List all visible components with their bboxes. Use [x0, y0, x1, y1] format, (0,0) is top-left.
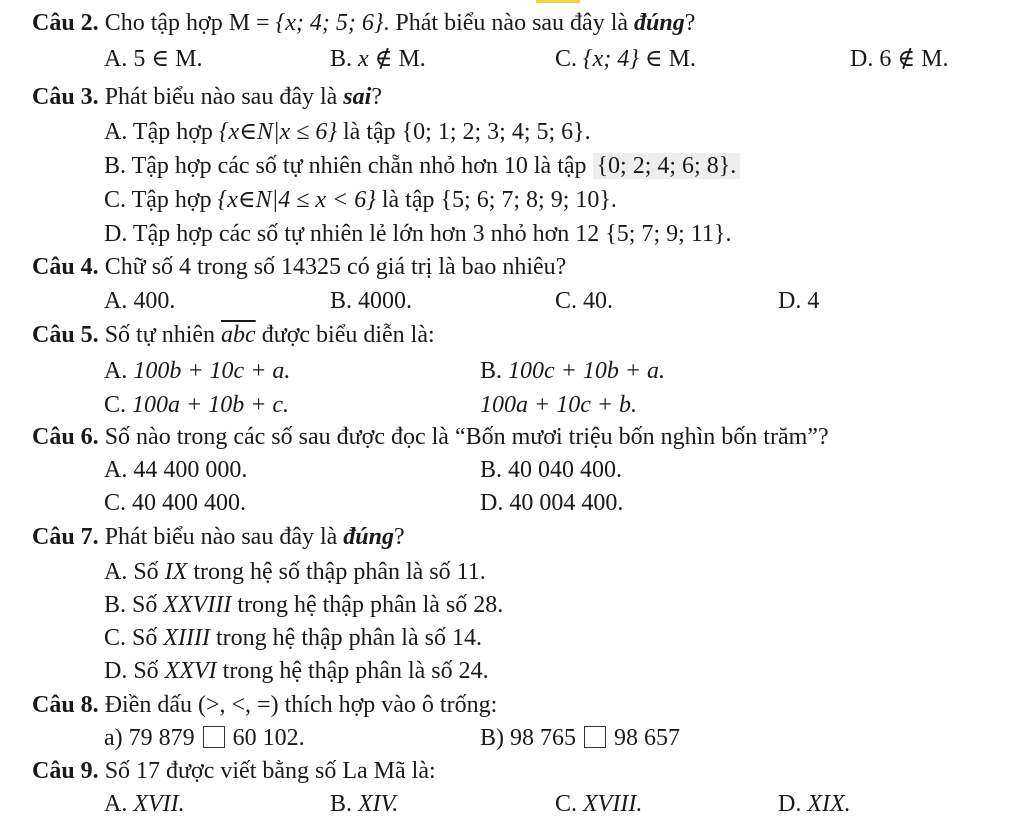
q8-a-left: a) 79 879	[104, 725, 195, 751]
q7-b-rest: trong hệ thập phân là số 28.	[231, 592, 504, 618]
q3-a-label: A.	[104, 119, 128, 145]
q8-text: Điền dấu (>, <, =) thích hợp vào ô trống:	[104, 692, 498, 718]
q3-c-t1: Tập hợp	[131, 187, 218, 213]
q3-option-c[interactable]	[104, 185, 617, 215]
q3-c-set1: {x∈N|4 ≤ x < 6}	[217, 187, 376, 213]
q8-stem	[32, 690, 497, 720]
q5-b-expr: 100c + 10b + a.	[508, 358, 666, 384]
q2-b-var: x	[358, 46, 369, 72]
q5-option-d[interactable]	[480, 390, 637, 420]
q3-d-t1: Tập hợp các số tự nhiên lẻ lớn hơn 3 nhỏ hơn 12	[132, 221, 606, 247]
q2-d-text: 6 ∉ M.	[879, 46, 949, 72]
q9-a-roman: XVII.	[133, 791, 185, 817]
q3-number: Câu 3.	[32, 84, 99, 110]
q9-d-roman: XIX.	[807, 791, 851, 817]
q3-c-end: .	[610, 187, 617, 213]
q5-c-expr: 100a + 10b + c.	[132, 392, 290, 418]
q5-d-expr: 100a + 10c + b.	[480, 392, 638, 418]
q3-option-b[interactable]	[104, 151, 740, 181]
q2-keyword: đúng	[634, 10, 685, 36]
q7-stem	[32, 522, 405, 552]
q4-option-c[interactable]: C. 40.	[555, 288, 614, 314]
q4-option-a[interactable]: A. 400.	[104, 288, 176, 314]
q2-text-b: . Phát biểu nào sau đây là	[383, 10, 635, 36]
q5-b-label: B.	[480, 358, 503, 384]
q3-a-t1: Tập hợp	[132, 119, 219, 145]
q7-option-d[interactable]	[104, 656, 489, 686]
q3-c-label: C.	[104, 187, 127, 213]
q2-b-label: B.	[330, 46, 353, 72]
q5-a-label: A.	[104, 358, 128, 384]
q9-c-label: C.	[555, 791, 578, 817]
q3-d-end: .	[725, 221, 732, 247]
q9-text: Số 17 được viết bằng số La Mã là:	[104, 758, 436, 784]
q3-end: ?	[371, 84, 382, 110]
q7-c-roman: XIIII	[163, 625, 210, 651]
q3-option-d[interactable]	[104, 219, 731, 249]
q5-abc: $\overline{abc}$	[221, 322, 256, 348]
q8-b-answer-box[interactable]	[584, 726, 606, 748]
q6-stem	[32, 422, 829, 452]
q9-d-label: D.	[778, 791, 802, 817]
q3-b-label: B.	[104, 153, 127, 179]
q9-c-roman: XVIII.	[583, 791, 643, 817]
q3-text: Phát biểu nào sau đây là	[104, 84, 344, 110]
q7-number: Câu 7.	[32, 524, 99, 550]
q7-option-a[interactable]	[104, 557, 486, 587]
q7-a-roman: IX	[164, 559, 188, 585]
q3-d-label: D.	[104, 221, 128, 247]
q6-option-a[interactable]: A. 44 400 000.	[104, 457, 248, 483]
q3-d-set: {5; 7; 9; 11}	[605, 221, 726, 247]
q3-keyword: sai	[343, 84, 372, 110]
q6-option-c[interactable]: C. 40 400 400.	[104, 490, 247, 516]
q2-option-c[interactable]	[555, 44, 696, 74]
q3-b-t1: Tập hợp các số tự nhiên chẵn nhỏ hơn 10 là tập	[131, 153, 593, 179]
q5-t2: được biểu diễn là:	[255, 322, 435, 348]
q5-c-label: C.	[104, 392, 127, 418]
q6-option-d[interactable]: D. 40 004 400.	[480, 490, 624, 516]
q9-a-label: A.	[104, 791, 128, 817]
q3-a-set2: {0; 1; 2; 3; 4; 5; 6}	[401, 119, 585, 145]
q7-a-rest: trong hệ số thập phân là số 11.	[187, 559, 486, 585]
q4-option-b[interactable]: B. 4000.	[330, 288, 413, 314]
q5-option-b[interactable]	[480, 356, 665, 386]
q3-a-end: .	[584, 119, 591, 145]
q6-option-b[interactable]: B. 40 040 400.	[480, 457, 623, 483]
q5-t1: Số tự nhiên	[104, 322, 222, 348]
q5-number: Câu 5.	[32, 322, 99, 348]
q2-d-label: D.	[850, 46, 874, 72]
q2-option-d[interactable]	[850, 44, 948, 74]
q9-option-d[interactable]	[778, 789, 851, 819]
q8-part-a	[104, 723, 305, 753]
q2-stem	[32, 8, 695, 38]
q9-option-b[interactable]	[330, 789, 398, 819]
q2-a-label: A.	[104, 46, 128, 72]
q2-c-label: C.	[555, 46, 578, 72]
q2-option-a[interactable]	[104, 44, 202, 74]
q5-option-a[interactable]	[104, 356, 290, 386]
q8-b-right: 98 657	[614, 725, 680, 751]
q4-number: Câu 4.	[32, 254, 99, 280]
q6-number: Câu 6.	[32, 424, 99, 450]
q6-text: Số nào trong các số sau được đọc là “Bốn mươi triệu bốn nghìn bốn trăm”?	[104, 424, 829, 450]
q5-a-expr: 100b + 10c + a.	[133, 358, 291, 384]
q7-end: ?	[394, 524, 405, 550]
q9-b-roman: XIV.	[358, 791, 399, 817]
q9-b-label: B.	[330, 791, 353, 817]
q8-a-answer-box[interactable]	[203, 726, 225, 748]
q9-option-c[interactable]	[555, 789, 642, 819]
q7-d-roman: XXVI	[164, 658, 217, 684]
q3-b-set: {0; 2; 4; 6; 8}.	[593, 153, 741, 179]
q7-c-label: C. Số	[104, 625, 164, 651]
q5-option-c[interactable]	[104, 390, 289, 420]
q3-option-a[interactable]	[104, 117, 591, 147]
q8-a-right: 60 102.	[232, 725, 305, 751]
q5-stem	[32, 320, 435, 350]
q8-part-b	[480, 723, 680, 753]
q7-option-c[interactable]	[104, 623, 482, 653]
q7-option-b[interactable]	[104, 590, 503, 620]
q8-number: Câu 8.	[32, 692, 99, 718]
q4-stem	[32, 252, 566, 282]
q2-end: ?	[684, 10, 696, 36]
q2-c-text: ∈ M.	[638, 46, 696, 72]
q2-set: {x; 4; 5; 6}	[275, 10, 384, 36]
q2-text: Cho tập hợp M =	[104, 10, 276, 36]
q4-option-d[interactable]: D. 4	[778, 288, 820, 314]
q9-number: Câu 9.	[32, 758, 99, 784]
q7-d-rest: trong hệ thập phân là số 24.	[216, 658, 489, 684]
q2-option-b[interactable]	[330, 44, 426, 74]
q7-a-label: A. Số	[104, 559, 165, 585]
q9-option-a[interactable]	[104, 789, 185, 819]
q7-text: Phát biểu nào sau đây là	[104, 524, 344, 550]
q3-a-set1: {x∈N|x ≤ 6}	[218, 119, 337, 145]
q3-c-t2: là tập	[375, 187, 441, 213]
q2-number: Câu 2.	[32, 10, 99, 36]
q7-b-roman: XXVIII	[163, 592, 232, 618]
q3-c-set2: {5; 6; 7; 8; 9; 10}	[440, 187, 611, 213]
q9-stem	[32, 756, 436, 786]
q2-a-text: 5 ∈ M.	[133, 46, 203, 72]
q7-keyword: đúng	[343, 524, 394, 550]
q2-c-set: {x; 4}	[583, 46, 639, 72]
q3-a-t2: là tập	[336, 119, 402, 145]
q7-d-label: D. Số	[104, 658, 165, 684]
q8-b-left: B) 98 765	[480, 725, 576, 751]
q2-b-text: ∉ M.	[368, 46, 426, 72]
q4-text: Chữ số 4 trong số 14325 có giá trị là bao nhiêu?	[104, 254, 567, 280]
q7-c-rest: trong hệ thập phân là số 14.	[210, 625, 482, 651]
yellow-marker	[536, 0, 580, 3]
q7-b-label: B. Số	[104, 592, 164, 618]
q3-stem	[32, 82, 382, 112]
